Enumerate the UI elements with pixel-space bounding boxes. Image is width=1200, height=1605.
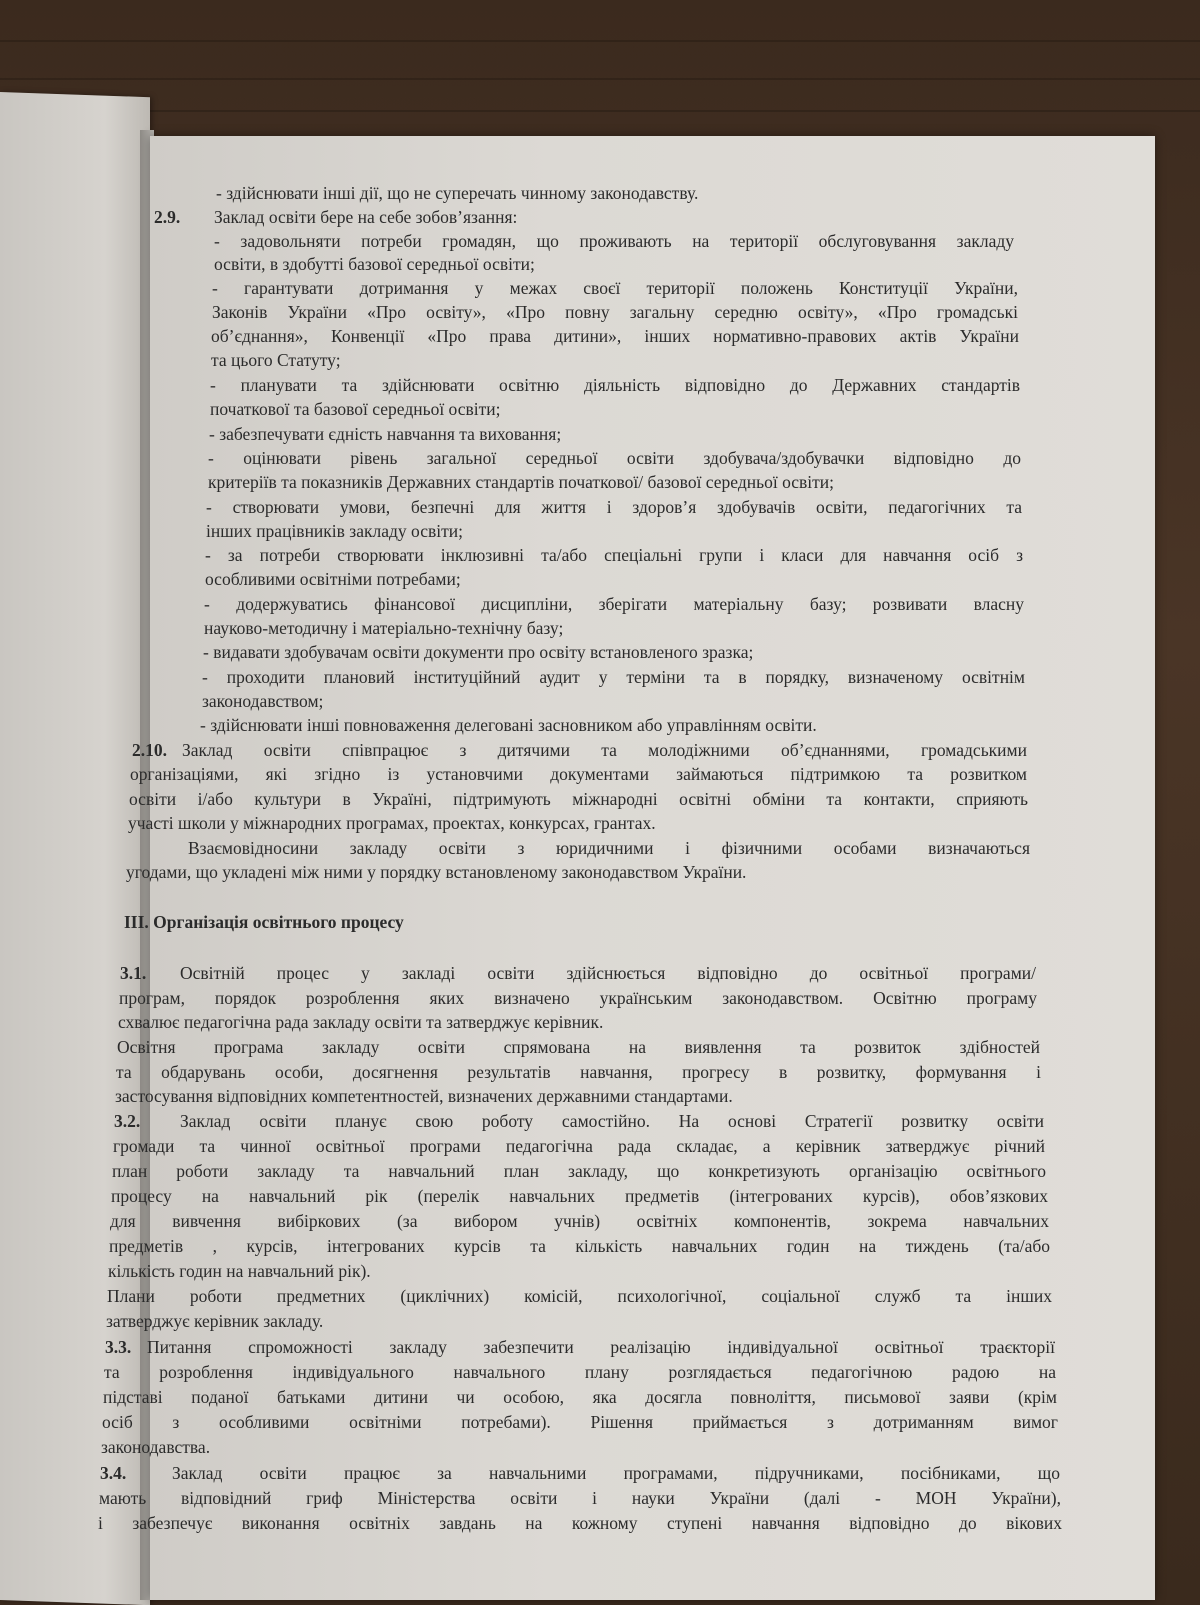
text-line: - здійснювати інші повноваження делеговані засновником або управлінням освіти. (200, 715, 817, 735)
text-line: освіти, в здобутті базової середньої освіти; (214, 254, 535, 274)
text-line: участі школи у міжнародних програмах, проектах, конкурсах, грантах. (128, 813, 656, 833)
text-line: освіти і/або культури в Україні, підтримують міжнародні освітні обміни та контакти, сприяють (129, 789, 1028, 809)
text-line: - створювати умови, безпечні для життя і здоров’я здобувачів освіти, педагогічних та (206, 497, 1022, 517)
text-line: - додержуватись фінансової дисципліни, зберігати матеріальну базу; розвивати власну (204, 594, 1024, 614)
text-line: - оцінювати рівень загальної середньої освіти здобувача/здобувачки відповідно до (208, 448, 1021, 468)
text-line: та розроблення індивідуального навчального плану розглядається педагогічною радою на (104, 1362, 1056, 1382)
section-heading: III. Організація освітнього процесу (124, 912, 404, 932)
text-line: затверджує керівник закладу. (106, 1311, 324, 1331)
text-line: підставі поданої батьками дитини чи особою, яка досягла повноліття, письмової заяви (крім (103, 1387, 1057, 1407)
text-line: мають відповідний гриф Міністерства освіти і науки України (далі - МОН України), (99, 1488, 1061, 1508)
text-line: і забезпечує виконання освітніх завдань на кожному ступені навчання відповідно до вікових (98, 1513, 1062, 1533)
section-number: 2.10. (132, 740, 167, 760)
text-line: організаціями, які згідно із установчими документами займаються підтримкою та розвитком (130, 764, 1027, 784)
text-line: Заклад освіти планує свою роботу самостійно. На основі Стратегії розвитку освіти (180, 1111, 1044, 1131)
text-line: - гарантувати дотримання у межах своєї території положень Конституції України, (212, 278, 1018, 298)
text-line: Заклад освіти бере на себе зобов’язання: (214, 207, 518, 227)
text-line: - за потреби створювати інклюзивні та/або спеціальні групи і класи для навчання осіб з (205, 545, 1023, 565)
text-line: - задовольняти потреби громадян, що проживають на території обслуговування закладу (214, 231, 1014, 251)
text-line: - забезпечувати єдність навчання та виховання; (209, 424, 562, 444)
section-number: 3.3. (105, 1337, 132, 1357)
text-line: критеріїв та показників Державних стандартів початкової/ базової середньої освіти; (208, 472, 835, 492)
text-line: кількість годин на навчальний рік). (108, 1261, 371, 1281)
text-line: та цього Статуту; (211, 350, 341, 370)
section-number: 3.2. (114, 1111, 141, 1131)
text-line: Заклад освіти співпрацює з дитячими та молодіжними об’єднаннями, громадськими (182, 740, 1027, 760)
document-text (98, 136, 1155, 1600)
text-line: початкової та базової середньої освіти; (210, 399, 501, 419)
text-line: угодами, що укладені між ними у порядку встановленому законодавством України. (126, 862, 747, 882)
text-line: предметів , курсів, інтегрованих курсів та кількість навчальних годин на тиждень (та/або (109, 1236, 1050, 1256)
text-line: громади та чинної освітньої програми педагогічна рада складає, а керівник затверджує річний (113, 1136, 1045, 1156)
text-line: особливими освітніми потребами; (205, 569, 461, 589)
text-line: Заклад освіти працює за навчальними програмами, підручниками, посібниками, що (172, 1463, 1060, 1483)
text-line: законодавства. (101, 1437, 211, 1457)
text-line: - проходити плановий інституційний аудит у терміни та в порядку, визначеному освітнім (202, 667, 1025, 687)
text-line: Питання спроможності закладу забезпечити реалізацію індивідуальної освітньої траєкторії (147, 1337, 1055, 1357)
section-number: 2.9. (154, 207, 181, 227)
text-line: застосування відповідних компетентностей, визначених державними стандартами. (115, 1086, 733, 1106)
text-line: та обдарувань особи, досягнення результатів навчання, прогресу в розвитку, формування і (116, 1062, 1041, 1082)
text-line: науково-методичну і матеріально-технічну базу; (204, 618, 564, 638)
text-line: законодавством; (202, 691, 324, 711)
text-line: процесу на навчальний рік (перелік навчальних предметів (інтегрованих курсів), обов’язкових (111, 1186, 1048, 1206)
text-line: Законів України «Про освіту», «Про повну загальну середню освіту», «Про громадські (212, 302, 1018, 322)
text-line: план роботи закладу та навчальний план закладу, що конкретизують організацію освітнього (112, 1161, 1046, 1181)
text-line: Освітній процес у закладі освіти здійснюється відповідно до освітньої програми/ (180, 963, 1036, 983)
text-line: Освітня програма закладу освіти спрямована на виявлення та розвиток здібностей (117, 1037, 1040, 1057)
text-line: програм, порядок розроблення яких визначено українським законодавством. Освітню програму (119, 988, 1037, 1008)
section-number: 3.4. (100, 1463, 127, 1483)
text-line: об’єднання», Конвенції «Про права дитини», інших нормативно-правових актів України (211, 326, 1019, 346)
text-line: - планувати та здійснювати освітню діяльність відповідно до Державних стандартів (210, 375, 1020, 395)
text-line: - здійснювати інші дії, що не суперечать чинному законодавству. (216, 183, 699, 203)
text-line: для вивчення вибіркових (за вибором учнів) освітніх компонентів, зокрема навчальних (110, 1211, 1049, 1231)
text-line: - видавати здобувачам освіти документи про освіту встановленого зразка; (203, 642, 754, 662)
text-line: схвалює педагогічна рада закладу освіти та затверджує керівник. (118, 1012, 604, 1032)
text-line: інших працівників закладу освіти; (206, 521, 463, 541)
section-number: 3.1. (120, 963, 147, 983)
document-page (98, 136, 1155, 1600)
text-line: Взаємовідносини закладу освіти з юридичними і фізичними особами визначаються (188, 838, 1030, 858)
text-line: Плани роботи предметних (циклічних) комісій, психологічної, соціальної служб та інших (107, 1286, 1052, 1306)
text-line: осіб з особливими освітніми потребами). Рішення приймається з дотриманням вимог (102, 1412, 1058, 1432)
